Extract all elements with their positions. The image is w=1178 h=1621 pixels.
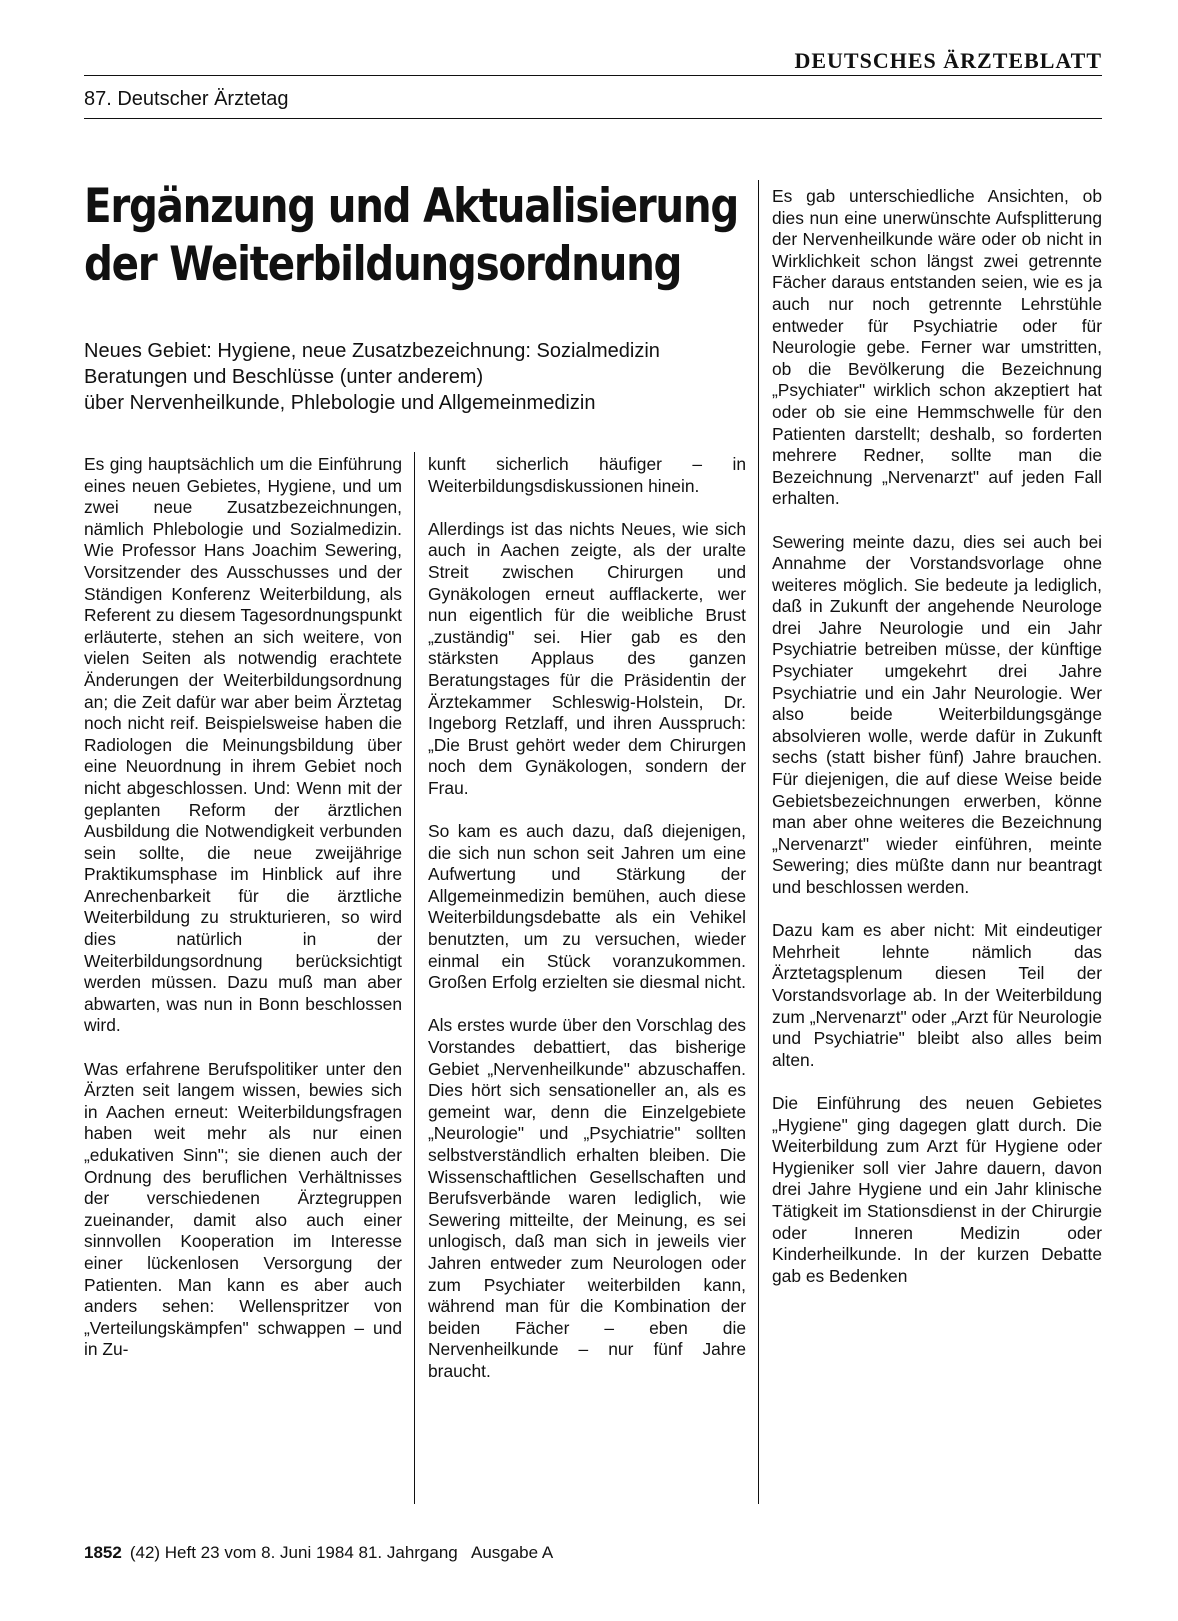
paragraph: Sewering meinte dazu, dies sei auch bei Annahme der Vorstandsvorlage ohne weiteres möglich. Sie bedeute ja lediglich, daß in Zukunft der angehende Neurologe drei Jahre Neurologie und ein Jahr Psychiatrie betreiben müsse, der künftige Psychiater umgekehrt drei Jahre Psychiatrie und ein Jahr Neurologie. Wer also beide Weiterbildungsgänge absolvieren wolle, werde dafür in Zukunft sechs (statt bisher fünf) Jahre brauchen. Für diejenigen, die auf diese Weise beide Gebietsbezeichnungen erwerben, könne man aber ohne weiteres die Bezeichnung „Nervenarzt" wieder einführen, meinte Sewering; dies müßte dann nur beantragt und beschlossen werden. xyxy=(772,531,1102,897)
header-rule xyxy=(84,118,1102,119)
column-divider-2 xyxy=(758,180,759,1504)
paragraph: Es gab unterschiedliche Ansichten, ob dies nun eine unerwünschte Aufsplitterung der Nervenheilkunde wäre oder ob nicht in Wirklichkeit schon längst zwei getrennte Fächer daraus entstanden seien, wie es ja auch nur noch getrennte Lehrstühle entweder für Psychiatrie oder für Neurologie gebe. Ferner war umstritten, ob die Bevölkerung die Bezeichnung „Psychiater" wirklich schon akzeptiert hat oder ob sie eine Hemmschwelle für den Patienten darstellt; deshalb, so forderten mehrere Redner, sollte man die Bezeichnung „Nervenarzt" auf jeden Fall erhalten. xyxy=(772,186,1102,509)
paragraph: Allerdings ist das nichts Neues, wie sich auch in Aachen zeigte, als der uralte Streit zwischen Chirurgen und Gynäkologen erneut aufflackerte, wer nun eigentlich für die weibliche Brust „zuständig" sei. Hier gab es den stärksten Applaus des ganzen Beratungstages für die Präsidentin der Ärztekammer Schleswig-Holstein, Dr. Ingeborg Retzlaff, und ihren Ausspruch: „Die Brust gehört weder dem Chirurgen noch dem Gynäkologen, sondern der Frau. xyxy=(428,518,746,798)
article-subtitle xyxy=(84,338,764,416)
column-divider-1 xyxy=(414,452,415,1504)
title-line-2: der Weiterbildungsordnung xyxy=(84,237,682,292)
masthead: DEUTSCHES ÄRZTEBLATT xyxy=(794,48,1102,73)
subtitle-line-2: Beratungen und Beschlüsse (unter anderem) xyxy=(84,366,484,388)
page-footer xyxy=(84,1543,553,1563)
page-number: 1852 xyxy=(84,1543,122,1562)
text-column-3 xyxy=(772,186,1102,1287)
paragraph: Es ging hauptsächlich um die Einführung eines neuen Gebietes, Hygiene, und um zwei neue Zusatzbezeichnungen, nämlich Phlebologie und Sozialmedizin. Wie Professor Hans Joachim Sewering, Vorsitzender des Ausschusses und der Ständigen Konferenz Weiterbildung, als Referent zu diesem Tagesordnungspunkt erläuterte, stehen an sich weitere, von vielen Seiten als notwendig erachtete Änderungen der Weiterbildungsordnung an; die Zeit dafür war aber beim Ärztetag noch nicht reif. Beispielsweise haben die Radiologen die Meinungsbildung über eine Neuordnung in ihrem Gebiet noch nicht abgeschlossen. Und: Wenn mit der geplanten Reform der ärztlichen Ausbildung die Notwendigkeit verbunden sein sollte, die neue zweijährige Praktikumsphase im Hinblick auf ihre Anrechenbarkeit für die ärztliche Weiterbildung zu strukturieren, so wird dies natürlich in der Weiterbildungsordnung berücksichtigt werden müssen. Dazu muß man aber abwarten, was nun in Bonn beschlossen wird. xyxy=(84,454,402,1036)
text-column-2 xyxy=(428,454,746,1383)
issue-info: (42) Heft 23 vom 8. Juni 1984 81. Jahrgang Ausgabe A xyxy=(129,1543,554,1562)
paragraph: Die Einführung des neuen Gebietes „Hygiene" ging dagegen glatt durch. Die Weiterbildung zum Arzt für Hygiene oder Hygieniker soll vier Jahre dauern, davon drei Jahre Hygiene und ein Jahr klinische Tätigkeit im Stationsdienst in der Chirurgie oder Inneren Medizin oder Kinderheilkunde. In der kurzen Debatte gab es Bedenken xyxy=(772,1092,1102,1286)
subtitle-line-1: Neues Gebiet: Hygiene, neue Zusatzbezeichnung: Sozialmedizin xyxy=(84,340,660,362)
paragraph: Dazu kam es aber nicht: Mit eindeutiger Mehrheit lehnte nämlich das Ärztetagsplenum diesen Teil der Vorstandsvorlage ab. In der Weiterbildung zum „Nervenarzt" oder „Arzt für Neurologie und Psychiatrie" bleibt also alles beim alten. xyxy=(772,920,1102,1070)
paragraph: kunft sicherlich häufiger – in Weiterbildungsdiskussionen hinein. xyxy=(428,454,746,496)
subtitle-line-3: über Nervenheilkunde, Phlebologie und Allgemeinmedizin xyxy=(84,392,596,414)
title-line-1: Ergänzung und Aktualisierung xyxy=(84,179,739,234)
masthead-rule xyxy=(84,75,1102,76)
paragraph: Als erstes wurde über den Vorschlag des Vorstandes debattiert, das bisherige Gebiet „Nervenheilkunde" abzuschaffen. Dies hört sich sensationeller an, als es gemeint war, denn die Einzelgebiete „Neurologie" und „Psychiatrie" sollten selbstverständlich erhalten bleiben. Die Wissenschaftlichen Gesellschaften und Berufsverbände waren lediglich, wie Sewering mitteilte, der Meinung, es sei unlogisch, daß man sich in jeweils vier Jahren entweder zum Neurologen oder zum Psychiater weiterbilden kann, während man für die Kombination der beiden Fächer – eben die Nervenheilkunde – nur fünf Jahre braucht. xyxy=(428,1015,746,1381)
article-title xyxy=(84,178,739,294)
text-column-1 xyxy=(84,454,402,1361)
paragraph: Was erfahrene Berufspolitiker unter den Ärzten seit langem wissen, bewies sich in Aachen erneut: Weiterbildungsfragen haben weit mehr als nur einen „edukativen Sinn"; sie dienen auch der Ordnung des beruflichen Verhältnisses der verschiedenen Ärztegruppen zueinander, damit also auch einer sinnvollen Kooperation im Interesse einer lückenlosen Versorgung der Patienten. Man kann es aber auch anders sehen: Wellenspritzer von „Verteilungskämpfen" schwappen – und in Zu- xyxy=(84,1058,402,1360)
section-label: 87. Deutscher Ärztetag xyxy=(84,88,289,110)
paragraph: So kam es auch dazu, daß diejenigen, die sich nun schon seit Jahren um eine Aufwertung und Stärkung der Allgemeinmedizin bemühen, auch diese Weiterbildungsdebatte als ein Vehikel benutzten, um zu versuchen, wieder einmal ein Stück voranzukommen. Großen Erfolg erzielten sie diesmal nicht. xyxy=(428,821,746,993)
